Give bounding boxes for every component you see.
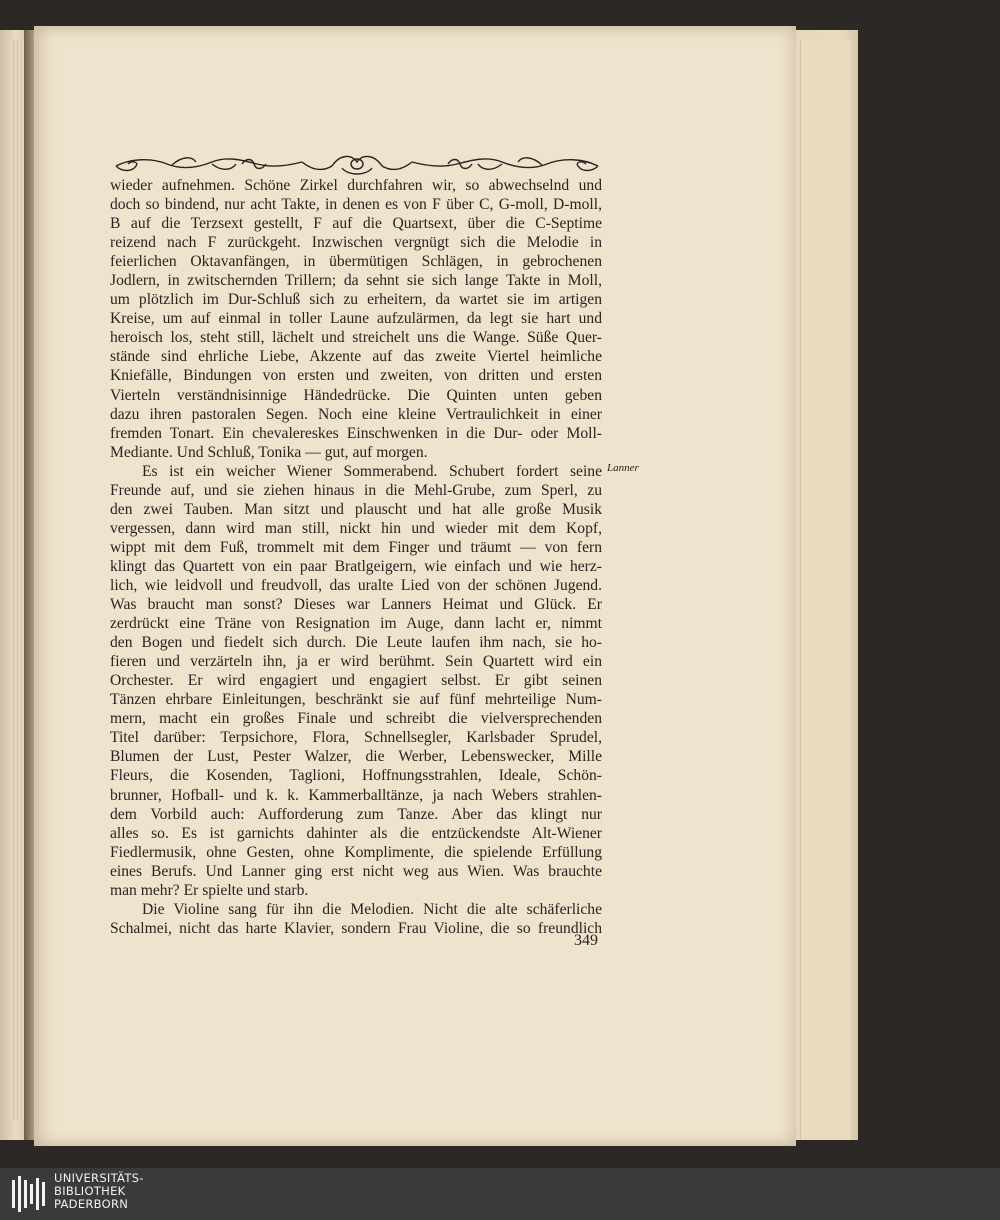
text-line: Freunde auf, und sie ziehen hinaus in die Mehl-Grube, zum Sperl, zu <box>110 481 602 499</box>
text-line: alles so. Es ist garnichts dahinter als die entzückendste Alt-Wiener <box>110 824 602 842</box>
text-line: zerdrückt eine Träne von Resignation im Auge, dann lacht er, nimmt <box>110 615 602 633</box>
text-line: Jodlern, in zwitschernden Trillern; da sehnt sie sich lange Takte in Moll, <box>110 272 602 290</box>
text-line: reizend nach F zurückgeht. Inzwischen vergnügt sich die Melodie in <box>110 234 602 252</box>
text-line: Die Violine sang für ihn die Melodien. Nicht die alte schäferliche <box>142 900 602 918</box>
library-name <box>54 1172 144 1211</box>
text-line: Vierteln verständnisinnige Händedrücke. Die Quinten unten geben <box>110 386 602 404</box>
library-name-line: UNIVERSITÄTS- <box>54 1171 144 1185</box>
text-line: mern, macht ein großes Finale und schreibt die vielversprechenden <box>110 710 602 728</box>
text-line: Kniefälle, Bindungen von ersten und zweiten, von dritten und ersten <box>110 367 602 385</box>
text-line: Blumen der Lust, Pester Walzer, die Werber, Lebenswecker, Mille <box>110 748 602 766</box>
text-line: wippt mit dem Fuß, trommelt mit dem Finger und träumt — von fern <box>110 538 602 556</box>
text-line: fremden Tonart. Ein chevalereskes Einschwenken in die Dur- oder Moll- <box>110 424 602 442</box>
text-line: klingt das Quartett von ein paar Bratlgeigern, wie einfach und wie herz- <box>110 557 602 575</box>
library-name-line: PADERBORN <box>54 1197 129 1211</box>
text-line: Kreise, um auf einmal in toller Laune aufzulärmen, da legt sie hart und <box>110 310 602 328</box>
text-line: wieder aufnehmen. Schöne Zirkel durchfahren wir, so abwechselnd und <box>110 177 602 194</box>
page-number: 349 <box>574 932 598 949</box>
text-line: Tänzen ehrbare Einleitungen, beschränkt sie auf fünf mehrteilige Num- <box>110 691 602 709</box>
text-line: Schalmei, nicht das harte Klavier, sondern Frau Violine, die so freundlich <box>110 919 602 937</box>
text-line: Fiedlermusik, ohne Gesten, ohne Komplimente, die spielende Erfüllung <box>110 843 602 861</box>
text-line: B auf die Terzsext gestellt, F auf die Quartsext, über die C-Septime <box>110 215 602 233</box>
text-line: dazu ihren pastoralen Segen. Noch eine kleine Vertraulichkeit in einer <box>110 405 602 423</box>
text-line: brunner, Hofball- und k. k. Kammerballtänze, ja nach Webers strahlen- <box>110 786 602 804</box>
library-name-line: BIBLIOTHEK <box>54 1184 126 1198</box>
text-line: lich, wie leidvoll und freudvoll, das uralte Lied von der schönen Jugend. <box>110 576 602 594</box>
text-line: dem Vorbild auch: Aufforderung zum Tanze. Aber das klingt nur <box>110 805 602 823</box>
library-bars-logo-icon <box>10 1174 48 1214</box>
text-line: Titel darüber: Terpsichore, Flora, Schnellsegler, Karlsbader Sprudel, <box>110 729 602 747</box>
marginal-note: Lanner <box>607 462 639 474</box>
text-line: den Bogen und fiedelt sich durch. Die Leute laufen ihm nach, sie ho- <box>110 634 602 652</box>
text-line: um plötzlich im Dur-Schluß sich zu erheitern, da wartet sie im artigen <box>110 291 602 309</box>
text-line: eines Berufs. Und Lanner ging erst nicht weg aus Wien. Was brauchte <box>110 862 602 880</box>
text-line: feierlichen Oktavanfängen, in übermütigen Schlägen, in gebrochenen <box>110 253 602 271</box>
text-line: Es ist ein weicher Wiener Sommerabend. Schubert fordert seine <box>142 462 602 480</box>
text-line: stände sind ehrliche Liebe, Akzente auf das zweite Viertel heimliche <box>110 348 602 366</box>
body-text <box>110 176 602 938</box>
text-line: doch so bindend, nur acht Takte, in denen es von F über C, G-moll, D-moll, <box>110 196 602 214</box>
text-line: Orchester. Er wird engagiert und engagiert selbst. Er gibt seinen <box>110 672 602 690</box>
text-line: heroisch los, steht still, lächelt und streichelt uns die Wange. Süße Quer- <box>110 329 602 347</box>
text-line: fieren und verzärteln ihn, ja er wird berühmt. Sein Quartett wird ein <box>110 653 602 671</box>
text-line: Fleurs, die Kosenden, Taglioni, Hoffnungsstrahlen, Ideale, Schön- <box>110 767 602 785</box>
text-line: den zwei Tauben. Man sitzt und plauscht und hat alle große Musik <box>110 500 602 518</box>
text-line: Was braucht man sonst? Dieses war Lanners Heimat und Glück. Er <box>110 596 602 614</box>
back-sheet-inner <box>800 40 851 1140</box>
text-line: Mediante. Und Schluß, Tonika — gut, auf morgen. <box>110 443 428 461</box>
text-line: vergessen, dann wird man still, nickt hin und wieder mit dem Kopf, <box>110 519 602 537</box>
text-line: man mehr? Er spielte und starb. <box>110 881 309 899</box>
library-footer <box>0 1168 1000 1220</box>
